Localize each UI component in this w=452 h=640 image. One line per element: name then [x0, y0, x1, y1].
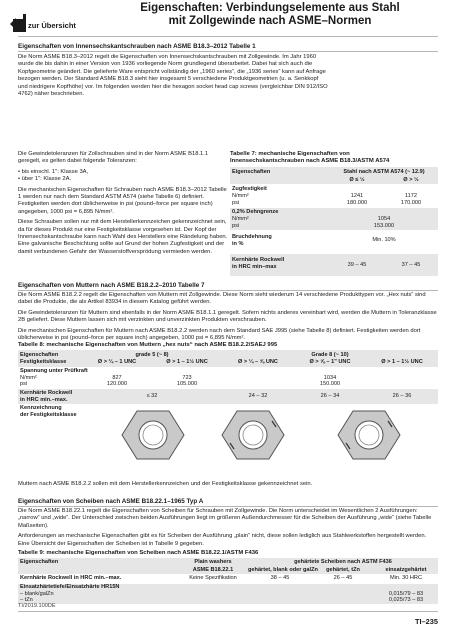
table-8-r1-a2: 120.000: [106, 381, 128, 387]
table-9-r1-v1: Keine Spezifikation: [189, 575, 237, 581]
washers-p2: Anforderungen an mechanische Eigenschaften gibt es für Scheiben der Ausführung „plain“ nicht, diese sollen lediglich aus Stahlwerkstoffen hergestellt werden. Eine Übersicht der Eigenschaften der Scheiben ist in Tabelle 9 gegeben.: [18, 533, 427, 547]
table-8-r1-c2: 150.000: [319, 381, 341, 387]
table-8-head-left-2: Festigkeitsklasse: [20, 359, 67, 365]
table-9-head-left: Eigenschaften: [20, 559, 59, 565]
table-8-col-4: Ø > ⅝ – 1" UNC: [309, 359, 351, 365]
table-8-r1-c1: 1034: [323, 375, 337, 381]
footer-divider: [18, 611, 438, 612]
page-title: [120, 2, 420, 28]
page-number: TI–235: [414, 617, 438, 626]
table-7-row: [230, 254, 438, 276]
table-7-r1-unit-2: psi: [232, 200, 240, 206]
table-8-header: [18, 350, 438, 367]
washers-p1: Die Norm ASME B18.22.1 regelt die Eigenschaften von Scheiben für Schrauben mit Zollgewinde. Die Norm unterscheidet im Wesentlichen 2 Ausführungen: „narrow“ und „wide“. Der Unterschied zwischen beiden Ausführungen liegt im größeren Außendurchmesser für die Scheiben der Ausführung „wide“ (siehe Tabelle Maßseiten).: [18, 508, 432, 529]
table-9-caption: Tabelle 9: mechanische Eigenschaften von Scheiben nach ASME B18.22.1/ASTM F436: [18, 550, 259, 556]
table-7-r3-label-2: in %: [232, 241, 244, 247]
table-7-sub-1: Ø ≤ ½: [349, 177, 365, 183]
table-9-sub-h2: gehärtet, tZn: [326, 567, 360, 573]
table-8-grade-8: Grade 8 (~ 10): [311, 352, 349, 358]
table-7-caption-2: Innensechskantschrauben nach ASME B18.3/ASTM A574: [230, 158, 390, 164]
table-8: [18, 342, 438, 406]
washers-body: [18, 508, 438, 551]
table-7-r1-v1a: 1241: [350, 193, 364, 199]
table-9-head-hardened: gehärtete Scheiben nach ASTM F436: [294, 559, 392, 565]
table-8-grade-5: grade 5 (~ 8): [135, 352, 169, 358]
table-8-marking: [18, 405, 438, 465]
table-9-r1-v2: 38 – 45: [270, 575, 290, 581]
table-9-head-plain: Plain washers: [194, 559, 232, 565]
table-8-r2-label-2: in HRC min.–max.: [20, 397, 68, 403]
table-8-r1-label: Spannung unter Prüfkraft: [20, 368, 88, 374]
table-9: [18, 550, 438, 602]
grade-5-nut-image: [120, 407, 186, 463]
table-9-r2-sub-2: – tZn: [20, 597, 33, 603]
section-heading-washers: Eigenschaften von Scheiben nach ASME B18.22.1–1965 Typ A: [18, 498, 204, 505]
table-7-r4-v2: 37 – 45: [401, 262, 421, 268]
nuts-p1: Die Norm ASME B18.2.2 regelt die Eigenschaften von Muttern mit Zollgewinde. Diese Norm sieht wiederum 14 verschiedene Produkttypen vor. „Hex nuts“ sind dabei die Produkte, die als Artikel 83934 in diesem Katalog geführt werden.: [18, 292, 426, 306]
back-arrow-icon: [10, 10, 26, 32]
table-8-r1-unit-2: psi: [20, 381, 28, 387]
header: [0, 0, 452, 36]
table-7-r2-va: 1054: [377, 216, 391, 222]
nuts-p2: Die Gewindetoleranzen für Muttern sind ebenfalls in der Norm ASME B18.1.1 geregelt. Sofern nichts anderes vereinbart wird, werden die Muttern in Toleranzklasse 2B geliefert. Diese Muttern lassen sich mit verzinkten und unverzinkten Produkten verschrauben.: [18, 309, 437, 324]
mech-properties-text: Die mechanischen Eigenschaften für Schrauben nach ASME B18.3–2012 Tabelle 1 werden nur nach dem Standard ASTM A574 (siehe Tabelle 6) definiert. Festigkeiten werden dort üblicherweise in psi (pound–force per square inch) angegeben, 1000 psi = 6,895 N/mm².: [18, 186, 227, 215]
table-8-col-2: Ø > 1 – 1½ UNC: [166, 359, 208, 365]
table-8-col-1: Ø > ¼ – 1 UNC: [97, 359, 137, 365]
table-9-r2-v1: 0,015/79 – 83: [388, 591, 424, 597]
table-8-r1-unit-1: N/mm²: [20, 375, 37, 381]
table-9-row: [18, 575, 438, 583]
back-label: zur Übersicht: [28, 21, 76, 30]
table-9-header: [18, 558, 438, 574]
table-7-r1-v2b: 170.000: [400, 200, 422, 206]
table-7-r4-label-1: Kernhärte Rockwell: [232, 257, 285, 263]
grade-8-nut-image-2: [336, 407, 402, 463]
header-divider: [18, 36, 438, 37]
nuts-p3: Die mechanischen Eigenschaften für Muttern nach ASME B18.2.2 werden nach dem Standard SAE J995 (siehe Tabelle 8) definiert. Festigkeiten werden dort üblicherweise in psi (pound–force per square inch) angegeben, 1000 psi = 6,895 N/mm².: [18, 327, 421, 342]
table-7-r2-label: 0,2% Dehngrenze: [232, 209, 279, 215]
table-9-r2-sub-1: – blank/galZn: [20, 591, 54, 597]
table-8-r1-a1: 827: [112, 375, 122, 381]
section-divider: [18, 290, 438, 291]
title-line-1: Eigenschaften: Verbindungselemente aus Stahl: [140, 2, 400, 14]
table-7-head-left: Eigenschaften: [232, 169, 271, 175]
table-9-r2-v2: 0,025/73 – 83: [388, 597, 424, 603]
table-7-r1-v1b: 180.000: [346, 200, 368, 206]
section-heading-nuts: Eigenschaften von Muttern nach ASME B18.2.2–2010 Tabelle 7: [18, 282, 205, 289]
table-8-r2-v4: 26 – 36: [392, 393, 412, 399]
table-7-r3-v: Min. 10%: [372, 237, 396, 243]
back-to-overview-link[interactable]: [10, 10, 80, 32]
table-8-r2-v1: ≤ 32: [146, 393, 158, 399]
table-7-r1-unit-1: N/mm²: [232, 193, 249, 199]
tolerance-bullet-1: • bis einschl. 1": Klasse 3A,: [18, 168, 89, 175]
table-9-r2-label: Einsatzhärtetiefe/Einsatzhärte HR15N: [20, 584, 120, 590]
table-9-sub-h1: gehärtet, blank oder galZn: [248, 567, 318, 573]
table-8-col-3: Ø > ¼ – ⅝ UNC: [238, 359, 278, 365]
title-line-2: mit Zollgewinde nach ASME–Normen: [168, 15, 372, 27]
table-8-r2-label-1: Kernhärte Rockwell: [20, 390, 73, 396]
document-code: TI/2019.100DE: [18, 603, 56, 609]
table-7-caption-1: Tabelle 7: mechanische Eigenschaften von: [230, 151, 350, 157]
table-7-r4-v1: 39 – 45: [347, 262, 367, 268]
table-8-r3-label-1: Kennzeichnung: [20, 405, 62, 411]
table-7-row: [230, 208, 438, 230]
section-heading-screws: Eigenschaften von Innensechskantschrauben nach ASME B18.3–2012 Tabelle 1: [18, 43, 256, 50]
table-9-row: [18, 584, 438, 604]
table-8-r1-b1: 723: [182, 375, 192, 381]
table-9-sub-plain: ASME B18.22.1: [192, 567, 234, 573]
section-divider: [18, 51, 438, 52]
table-7: [230, 151, 438, 277]
table-7-sub-2: Ø > ½: [403, 177, 419, 183]
table-8-r3-label-2: der Festigkeitsklasse: [20, 412, 77, 418]
table-7-r1-label: Zugfestigkeit: [232, 186, 267, 192]
table-7-r2-vb: 153.000: [373, 223, 395, 229]
table-7-row: [230, 231, 438, 253]
table-8-r1-b2: 105.000: [176, 381, 198, 387]
table-8-row: [18, 389, 438, 404]
section-divider: [18, 506, 438, 507]
table-8-r2-v2: 24 – 32: [248, 393, 268, 399]
grade-8-nut-image-1: [220, 407, 286, 463]
marking-text: Diese Schrauben sollen nur mit dem Herstellerkennzeichen gekennzeichnet sein, da für dieses Produkt nur eine Festigkeitsklasse vorgesehen ist. Der Kopf der Innensechskantschraube kann nach Wahl des Herstellers eine Rändelung haben. Eine galvanische Beschichtung sollte auf Grund der hohen Zugfestigkeit und der damit verbundenen Gefahr der Wasserstoffversprödung vermieden werden.: [18, 219, 228, 255]
tolerance-bullet-2: • über 1": Klasse 2A.: [18, 176, 72, 183]
tolerance-text: Die Gewindetoleranzen für Zollschrauben sind in der Norm ASME B18.1.1 geregelt, es gelten dabei folgende Toleranzen:: [18, 151, 209, 165]
nuts-marking-note: Muttern nach ASME B18.2.2 sollen mit dem Herstellerkennzeichen und der Festigkeitsklasse gekennzeichnet sein.: [18, 481, 313, 487]
table-9-sub-h3: einsatzgehärtet: [385, 567, 427, 573]
table-7-head-right: Stahl nach ASTM A574 (~ 12.9): [343, 169, 425, 175]
table-8-head-left-1: Eigenschaften: [20, 352, 59, 358]
table-7-row: [230, 185, 438, 207]
table-7-r1-v2a: 1172: [404, 193, 418, 199]
screws-body: [18, 151, 230, 259]
table-8-caption: Tabelle 8: mechanische Eigenschaften von Muttern „hex nuts“ nach ASME B18.2.2/SAEJ 995: [18, 342, 278, 348]
table-7-r3-label-1: Bruchdehnung: [232, 234, 272, 240]
table-9-r1-v3: 26 – 45: [333, 575, 353, 581]
table-9-r1-label: Kernhärte Rockwell in HRC min.–max.: [20, 575, 122, 581]
table-7-header: [230, 167, 438, 184]
table-7-r2-unit-2: psi: [232, 223, 240, 229]
table-8-col-5: Ø > 1 – 1½ UNC: [381, 359, 423, 365]
nuts-body: [18, 292, 438, 345]
table-8-r2-v3: 26 – 34: [320, 393, 340, 399]
table-9-r1-v4: Min. 30 HRC: [389, 575, 423, 581]
table-7-r4-label-2: in HRC min–max: [232, 264, 277, 270]
table-7-r2-unit-1: N/mm²: [232, 216, 249, 222]
table-8-row: [18, 368, 438, 388]
screws-intro: Die Norm ASME B18.3–2012 regelt die Eigenschaften von Innensechskantschrauben mit Zollgewinde. Im Jahr 1960 wurde die bis dahin in einer Version von 1936 vorliegende Norm grundlegend überarbeitet. Dabei hat sich auch die Kopfgeometrie geändert. Die gelieferte Ware entspricht vollständig der „1960 series“, die „1936 series“ kann auf Anfrage bezogen werden. Der Standard ASME B18.3 sieht hier insgesamt 5 verschiedene Produktgeometrien (u. a. Senkkopf und niedrigere Kopfhöhe) vor. Im folgenden werden hier die hexagon socket head cap screws (vergleichbar DIN 912/ISO 4762) näher beschrieben.: [18, 54, 328, 98]
